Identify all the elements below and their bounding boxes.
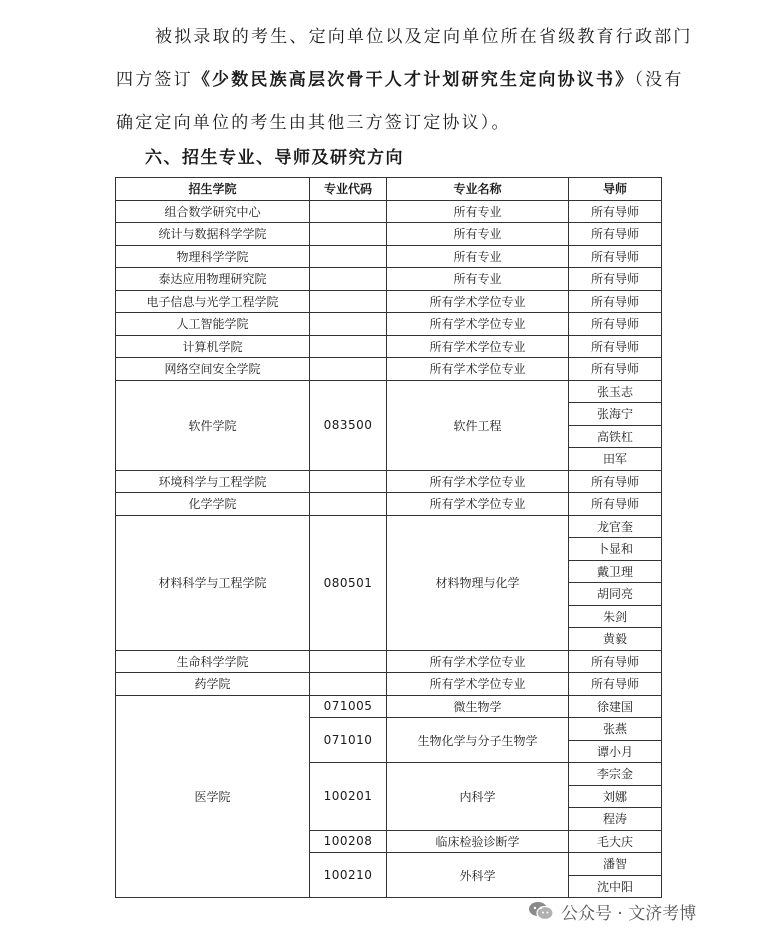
major-cell: 所有学术学位专业 <box>387 335 569 358</box>
section-heading: 六、招生专业、导师及研究方向 <box>145 148 404 168</box>
code-cell <box>310 245 387 268</box>
header-advisor: 导师 <box>569 178 662 201</box>
college-cell: 人工智能学院 <box>116 313 310 336</box>
advisor-cell: 所有导师 <box>569 470 662 493</box>
major-cell: 生物化学与分子生物学 <box>387 718 569 763</box>
major-cell: 内科学 <box>387 763 569 831</box>
advisor-cell: 高铁杠 <box>569 425 662 448</box>
advisor-cell: 所有导师 <box>569 358 662 381</box>
code-cell: 071010 <box>310 718 387 763</box>
major-cell: 所有学术学位专业 <box>387 673 569 696</box>
code-cell <box>310 335 387 358</box>
advisor-cell: 朱剑 <box>569 605 662 628</box>
table-row <box>116 380 662 403</box>
line2-suffix: （没有 <box>634 70 684 90</box>
table-row <box>116 650 662 673</box>
table-row <box>116 358 662 381</box>
header-major: 专业名称 <box>387 178 569 201</box>
paragraph-line-1: 被拟录取的考生、定向单位以及定向单位所在省级教育行政部门 <box>155 27 693 47</box>
college-cell: 药学院 <box>116 673 310 696</box>
college-cell: 电子信息与光学工程学院 <box>116 290 310 313</box>
watermark-text: 公众号 · 文济考博 <box>561 903 697 924</box>
table-row <box>116 313 662 336</box>
code-cell: 100208 <box>310 830 387 853</box>
paragraph-line-3: 确定定向单位的考生由其他三方签订定协议）。 <box>116 113 511 133</box>
college-cell: 网络空间安全学院 <box>116 358 310 381</box>
agreement-title: 《少数民族高层次骨干人才计划研究生定向协议书》 <box>192 70 635 90</box>
major-cell: 所有学术学位专业 <box>387 290 569 313</box>
major-cell: 外科学 <box>387 853 569 898</box>
table-row <box>116 223 662 246</box>
advisor-cell: 李宗金 <box>569 763 662 786</box>
college-cell: 医学院 <box>116 695 310 898</box>
advisor-cell: 卜显和 <box>569 538 662 561</box>
college-cell: 材料科学与工程学院 <box>116 515 310 650</box>
table-row <box>116 673 662 696</box>
college-cell: 软件学院 <box>116 380 310 470</box>
advisor-cell: 龙官奎 <box>569 515 662 538</box>
major-cell: 材料物理与化学 <box>387 515 569 650</box>
college-cell: 统计与数据科学学院 <box>116 223 310 246</box>
code-cell <box>310 650 387 673</box>
table-row <box>116 245 662 268</box>
major-cell: 所有学术学位专业 <box>387 493 569 516</box>
advisor-cell: 所有导师 <box>569 268 662 291</box>
wechat-icon <box>528 901 554 921</box>
table-row <box>116 335 662 358</box>
college-cell: 物理科学学院 <box>116 245 310 268</box>
paragraph-line-2 <box>116 61 684 99</box>
code-cell <box>310 493 387 516</box>
major-cell: 所有学术学位专业 <box>387 313 569 336</box>
major-cell: 临床检验诊断学 <box>387 830 569 853</box>
major-cell: 微生物学 <box>387 695 569 718</box>
major-cell: 所有专业 <box>387 200 569 223</box>
code-cell <box>310 223 387 246</box>
major-cell: 所有学术学位专业 <box>387 650 569 673</box>
advisor-cell: 所有导师 <box>569 650 662 673</box>
major-cell: 所有专业 <box>387 245 569 268</box>
advisor-cell: 沈中阳 <box>569 875 662 898</box>
table-row <box>116 515 662 538</box>
major-cell: 所有学术学位专业 <box>387 470 569 493</box>
code-cell: 080501 <box>310 515 387 650</box>
advisor-cell: 张燕 <box>569 718 662 741</box>
code-cell <box>310 470 387 493</box>
code-cell: 100210 <box>310 853 387 898</box>
advisor-cell: 所有导师 <box>569 313 662 336</box>
code-cell <box>310 313 387 336</box>
code-cell <box>310 358 387 381</box>
advisor-cell: 所有导师 <box>569 335 662 358</box>
enrollment-table <box>115 177 662 898</box>
code-cell <box>310 268 387 291</box>
table-row <box>116 470 662 493</box>
advisor-cell: 潘智 <box>569 853 662 876</box>
table-row <box>116 493 662 516</box>
college-cell: 计算机学院 <box>116 335 310 358</box>
advisor-cell: 黄毅 <box>569 628 662 651</box>
advisor-cell: 程涛 <box>569 808 662 831</box>
table-row <box>116 290 662 313</box>
code-cell: 100201 <box>310 763 387 831</box>
advisor-cell: 张玉志 <box>569 380 662 403</box>
table-header-row <box>116 178 662 201</box>
header-college: 招生学院 <box>116 178 310 201</box>
table-row <box>116 200 662 223</box>
major-cell: 所有学术学位专业 <box>387 358 569 381</box>
advisor-cell: 戴卫理 <box>569 560 662 583</box>
code-cell <box>310 290 387 313</box>
advisor-cell: 徐建国 <box>569 695 662 718</box>
advisor-cell: 所有导师 <box>569 245 662 268</box>
advisor-cell: 谭小月 <box>569 740 662 763</box>
line2-prefix: 四方签订 <box>116 70 193 90</box>
advisor-cell: 所有导师 <box>569 200 662 223</box>
college-cell: 泰达应用物理研究院 <box>116 268 310 291</box>
advisor-cell: 刘娜 <box>569 785 662 808</box>
advisor-cell: 胡同亮 <box>569 583 662 606</box>
code-cell <box>310 200 387 223</box>
advisor-cell: 所有导师 <box>569 673 662 696</box>
major-cell: 所有专业 <box>387 223 569 246</box>
header-code: 专业代码 <box>310 178 387 201</box>
table-row <box>116 695 662 718</box>
major-cell: 所有专业 <box>387 268 569 291</box>
advisor-cell: 张海宁 <box>569 403 662 426</box>
advisor-cell: 所有导师 <box>569 223 662 246</box>
advisor-cell: 所有导师 <box>569 493 662 516</box>
code-cell <box>310 673 387 696</box>
advisor-cell: 毛大庆 <box>569 830 662 853</box>
table-row <box>116 268 662 291</box>
college-cell: 环境科学与工程学院 <box>116 470 310 493</box>
watermark <box>528 896 696 926</box>
major-cell: 软件工程 <box>387 380 569 470</box>
code-cell: 083500 <box>310 380 387 470</box>
code-cell: 071005 <box>310 695 387 718</box>
college-cell: 生命科学学院 <box>116 650 310 673</box>
college-cell: 化学学院 <box>116 493 310 516</box>
advisor-cell: 所有导师 <box>569 290 662 313</box>
advisor-cell: 田军 <box>569 448 662 471</box>
college-cell: 组合数学研究中心 <box>116 200 310 223</box>
